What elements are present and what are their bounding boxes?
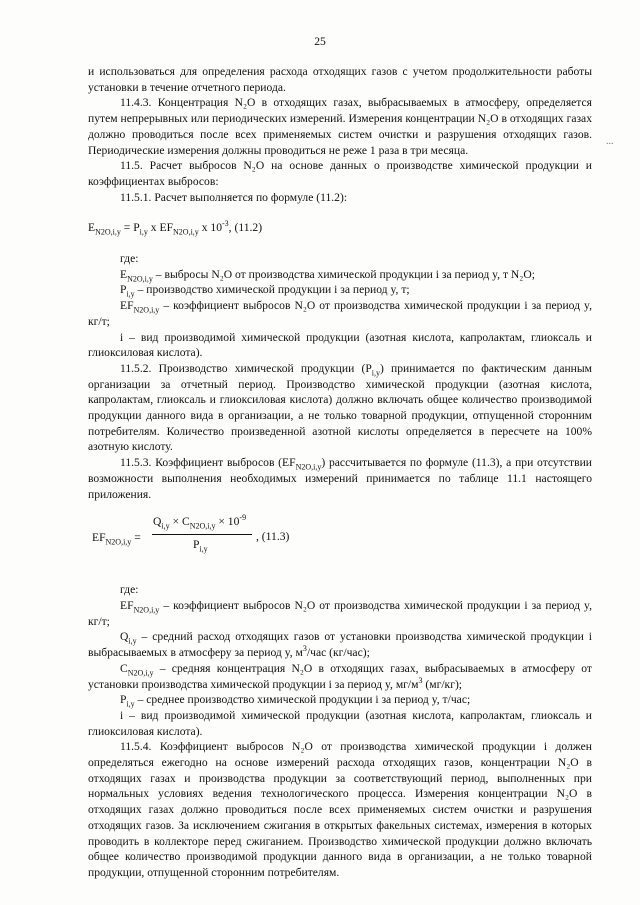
definition-i-2: i – вид производимой химической продукции (азотная кислота, капролактам, глиоксаль и глиоксиловая кислота).: [88, 708, 592, 738]
margin-mark: ...: [606, 136, 614, 147]
paragraph-continuation: и использоваться для определения расхода отходящих газов с учетом продолжительности работы установки в течение отчетного периода.: [88, 65, 592, 94]
definition-ef-2: $EF_{N2O,i,y}$ – коэффициент выбросов N₂O от производства химической продукции i за период y, кг/т;: [88, 598, 592, 628]
definition-ef: $EF_{N2O,i,y}$ – коэффициент выбросов N₂O от производства химической продукции i за период y, кг/т;: [88, 299, 592, 328]
formula-denominator: $P_{i,y}$: [193, 538, 208, 554]
formula-11-3: [88, 512, 592, 568]
formula-numerator: $Q_{i,y} \times C_{N2O,i,y} \times 10^{-9}$: [153, 513, 247, 531]
where-label-1: где:: [120, 252, 139, 266]
definition-c: $C_{N2O,i,y}$ – средняя концентрация N₂O в отходящих газах, выбрасываемых в атмосферу от установки производства химической продукции i за период y, $мг/м^3$ (мг/кг);: [88, 661, 592, 691]
definition-e: $E_{N2O,i,y}$ – выбросы N₂O от производства химической продукции i за период y, т N₂O;: [120, 267, 535, 284]
where-label-2: где:: [120, 583, 139, 597]
paragraph-11-5-3: 11.5.3. Коэффициент выбросов $(EF_{N2O,i,y})$ рассчитывается по формуле (11.3), а при отсутствии возможности выполнения необходимых измерений принимается по таблице 11.1 настоящего приложения.: [88, 456, 592, 501]
paragraph-11-5: 11.5. Расчет выбросов N₂O на основе данных о производстве химической продукции и коэффициентах выбросов:: [88, 159, 592, 188]
paragraph-11-5-4: 11.5.4. Коэффициент выбросов N₂O от производства химической продукции i должен определяться ежегодно на основе измерений расхода отходящих газов, концентрации N₂O в отходящих газах и производства продукции за соответствующий период, выполненных при нормальных условиях ведения технологического процесса. Измерения концентрации N₂O в отходящих газах должно проводиться после всех применяемых систем очистки и разрушения отходящих газов. За исключением сжигания в открытых факельных системах, измерения в которых проводить в коллекторе перед сжиганием. Производство химической продукции должно включать общее количество производимой продукции данного вида в организации, а не только товарной продукции, отпущенной сторонним потребителям.: [88, 740, 592, 879]
paragraph-11-5-1: 11.5.1. Расчет выполняется по формуле (11.2):: [120, 190, 348, 204]
definition-q: $Q_{i,y}$ – средний расход отходящих газов от установки производства химической продукции i выбрасываемых в атмосферу за период y, $м^3$/час (кг/час);: [88, 630, 592, 660]
definition-p-2: $P_{i,y}$ – среднее производство химической продукции i за период y, т/час;: [120, 693, 471, 709]
formula-11-2: $E_{N2O,i,y} = P_{i,y}$ x $EF_{N2O,i,y}$ x $10^{-3}$, (11.2): [88, 219, 263, 237]
document-body: [88, 64, 592, 881]
formula-lhs: $EF_{N2O,i,y}$ =: [92, 531, 141, 547]
paragraph-11-4-3: 11.4.3. Концентрация N₂O в отходящих газах, выбрасываемых в атмосферу, определяется путем непрерывных или периодических измерений. Измерения концентрации N₂O в отходящих газах должно проводиться после всех применяемых систем очистки и разрушения отходящих газов. Периодические измерения должны проводиться не реже 1 раза в три месяца.: [88, 96, 592, 157]
definition-i: i – вид производимой химической продукции (азотная кислота, капролактам, глиоксаль и глиоксиловая кислота).: [88, 330, 592, 360]
page-number: 25: [314, 35, 326, 48]
formula-label: , (11.3): [256, 530, 290, 544]
paragraph-11-5-2: 11.5.2. Производство химической продукции $(P_{i,y})$ принимается по фактическим данным организации за отчетный период. Производство химической продукции (азотная кислота, капролактам, глиоксаль и глиоксиловая кислота) должно включать общее количество производимой продукции данного вида в организации, а не только товарной продукции, отпущенной сторонним потребителям. Количество произведенной азотной кислоты определяется в пересчете на 100% азотную кислоту.: [88, 361, 592, 454]
definition-p: $P_{i,y}$ – производство химической продукции i за период y, т;: [120, 283, 410, 299]
fraction-bar: [152, 534, 252, 535]
